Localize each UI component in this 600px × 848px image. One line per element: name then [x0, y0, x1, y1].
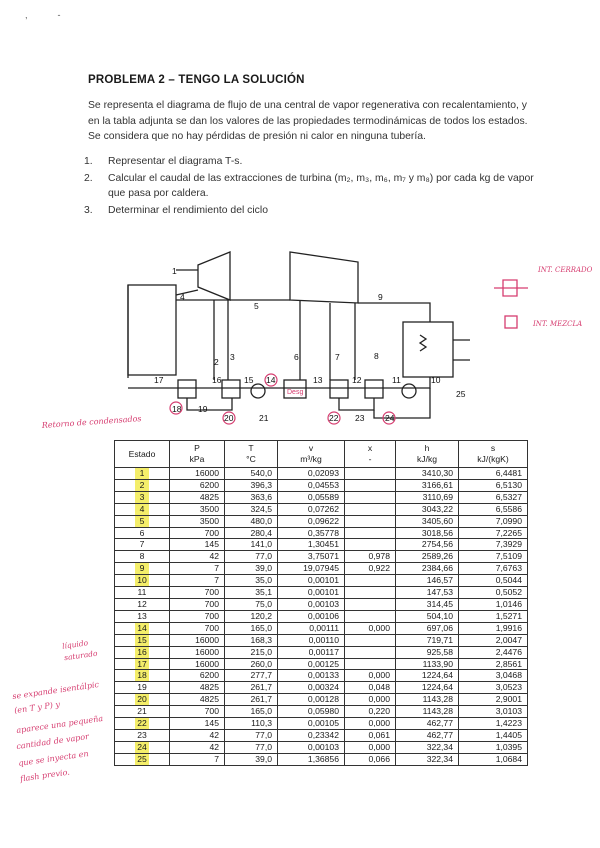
state-label: 4 — [180, 292, 185, 302]
cell-v: 0,05589 — [278, 491, 345, 503]
table-row — [115, 575, 528, 587]
state-numbers — [154, 266, 466, 423]
table-row — [115, 563, 528, 575]
table-row — [115, 634, 528, 646]
state-label: 16 — [212, 375, 222, 385]
cell-x: 0,000 — [345, 718, 396, 730]
side-note-line: líquido — [61, 638, 89, 651]
cell-p: 145 — [170, 539, 225, 551]
cell-x: 0,000 — [345, 741, 396, 753]
closed-heater — [365, 380, 383, 398]
cell-t: 363,6 — [225, 491, 278, 503]
cell-s: 6,4481 — [459, 468, 528, 480]
cell-h: 3410,30 — [396, 468, 459, 480]
cell-p: 6200 — [170, 479, 225, 491]
cell-x — [345, 468, 396, 480]
cell-v: 0,09622 — [278, 515, 345, 527]
cell-x — [345, 646, 396, 658]
cell-v: 0,05980 — [278, 706, 345, 718]
cell-v: 0,00106 — [278, 610, 345, 622]
cell-p: 700 — [170, 598, 225, 610]
cell-h: 2384,66 — [396, 563, 459, 575]
side-note-line: aparece una pequeña — [15, 713, 104, 736]
cell-h: 462,77 — [396, 718, 459, 730]
cell-state: 10 — [115, 575, 170, 587]
state-label: 14 — [266, 375, 276, 385]
table-row — [115, 729, 528, 741]
cell-t: 110,3 — [225, 718, 278, 730]
cell-v: 0,00105 — [278, 718, 345, 730]
cell-h: 1224,64 — [396, 670, 459, 682]
cell-v: 0,00101 — [278, 575, 345, 587]
cell-v: 0,00103 — [278, 598, 345, 610]
cell-x: 0,220 — [345, 706, 396, 718]
cell-p: 4825 — [170, 491, 225, 503]
state-label: 10 — [431, 375, 441, 385]
cell-state: 11 — [115, 587, 170, 599]
cell-h: 3110,69 — [396, 491, 459, 503]
state-label: 7 — [335, 352, 340, 362]
task-number: 1. — [84, 156, 93, 167]
closed-heater — [178, 380, 196, 398]
cell-x: 0,922 — [345, 563, 396, 575]
state-label: 5 — [254, 301, 259, 311]
state-label: 12 — [352, 375, 362, 385]
cell-t: 396,3 — [225, 479, 278, 491]
cell-s: 7,2265 — [459, 527, 528, 539]
table-row — [115, 646, 528, 658]
header-quality: x - — [345, 441, 396, 468]
state-label: 23 — [355, 413, 365, 423]
cell-t: 215,0 — [225, 646, 278, 658]
cell-t: 77,0 — [225, 551, 278, 563]
cell-h: 1133,90 — [396, 658, 459, 670]
piping — [128, 252, 528, 418]
header-state: Estado — [115, 441, 170, 468]
cell-state: 20 — [115, 694, 170, 706]
boiler — [128, 285, 176, 375]
task-text: Calcular el caudal de las extracciones de turbina (m₂, m₃, m₆, m₇ y m₈) por cada kg de vapor que pasa por caldera. — [108, 172, 534, 199]
cell-x: 0,000 — [345, 694, 396, 706]
cell-x: 0,000 — [345, 670, 396, 682]
state-label: 11 — [392, 375, 401, 385]
cell-p: 700 — [170, 706, 225, 718]
cell-h: 504,10 — [396, 610, 459, 622]
state-label: 3 — [230, 352, 235, 362]
side-note-line: que se inyecta en — [17, 749, 90, 768]
cell-t: 120,2 — [225, 610, 278, 622]
cell-p: 7 — [170, 563, 225, 575]
table-body — [115, 468, 528, 766]
table-row — [115, 468, 528, 480]
cell-v: 1,30451 — [278, 539, 345, 551]
cell-p: 7 — [170, 753, 225, 765]
table-row — [115, 551, 528, 563]
header-pressure: P kPa — [170, 441, 225, 468]
cell-t: 168,3 — [225, 634, 278, 646]
state-label: 20 — [224, 413, 234, 423]
problem-statement: Se representa el diagrama de flujo de una central de vapor regenerativa con recalentamiento, y en la tabla adjunta se dan los valores de las propiedades termodinámicas de todos los estados. Se considera que no hay pérdidas de presión ni calor en ninguna tubería. — [88, 100, 528, 142]
cell-state: 13 — [115, 610, 170, 622]
state-label: 21 — [259, 413, 269, 423]
table-header-row — [115, 441, 528, 468]
cell-t: 39,0 — [225, 563, 278, 575]
task-number: 3. — [84, 204, 93, 216]
cell-state: 16 — [115, 646, 170, 658]
cell-s: 3,0523 — [459, 682, 528, 694]
cell-s: 1,0684 — [459, 753, 528, 765]
cell-t: 165,0 — [225, 706, 278, 718]
state-label: 19 — [198, 404, 208, 414]
cell-x: 0,066 — [345, 753, 396, 765]
cell-p: 16000 — [170, 646, 225, 658]
cell-h: 3405,60 — [396, 515, 459, 527]
cell-h: 314,45 — [396, 598, 459, 610]
cell-p: 7 — [170, 575, 225, 587]
cell-t: 35,1 — [225, 587, 278, 599]
cell-v: 0,07262 — [278, 503, 345, 515]
cell-t: 260,0 — [225, 658, 278, 670]
cell-h: 697,06 — [396, 622, 459, 634]
cell-v: 0,00324 — [278, 682, 345, 694]
cell-x — [345, 658, 396, 670]
table-row — [115, 670, 528, 682]
state-label: 13 — [313, 375, 323, 385]
table-row — [115, 527, 528, 539]
cell-p: 700 — [170, 527, 225, 539]
cell-x: 0,000 — [345, 622, 396, 634]
cell-p: 145 — [170, 718, 225, 730]
cell-s: 3,0468 — [459, 670, 528, 682]
header-entropy: s kJ/(kgK) — [459, 441, 528, 468]
problem-title: PROBLEMA 2 – TENGO LA SOLUCIÓN — [88, 74, 305, 86]
cell-s: 1,4405 — [459, 729, 528, 741]
cell-s: 2,4476 — [459, 646, 528, 658]
table-row — [115, 503, 528, 515]
table-row — [115, 610, 528, 622]
cell-state: 3 — [115, 491, 170, 503]
cell-x — [345, 527, 396, 539]
cell-state: 6 — [115, 527, 170, 539]
cell-state: 17 — [115, 658, 170, 670]
cell-x: 0,978 — [345, 551, 396, 563]
cell-h: 322,34 — [396, 753, 459, 765]
cell-state: 14 — [115, 622, 170, 634]
cell-h: 3018,56 — [396, 527, 459, 539]
state-label: 8 — [374, 351, 379, 361]
side-note-line: se expande isentálpic — [11, 679, 100, 702]
cell-state: 8 — [115, 551, 170, 563]
cell-x — [345, 503, 396, 515]
cell-v: 0,04553 — [278, 479, 345, 491]
cell-s: 1,9916 — [459, 622, 528, 634]
cell-p: 16000 — [170, 468, 225, 480]
cell-t: 75,0 — [225, 598, 278, 610]
cell-t: 141,0 — [225, 539, 278, 551]
cell-s: 1,0395 — [459, 741, 528, 753]
state-label: 25 — [456, 389, 466, 399]
cell-h: 3166,61 — [396, 479, 459, 491]
cell-v: 0,00111 — [278, 622, 345, 634]
cell-h: 2589,26 — [396, 551, 459, 563]
cell-state: 1 — [115, 468, 170, 480]
cell-s: 7,3929 — [459, 539, 528, 551]
cell-s: 7,0990 — [459, 515, 528, 527]
cell-state: 18 — [115, 670, 170, 682]
cell-p: 6200 — [170, 670, 225, 682]
side-note-line: saturado — [63, 648, 99, 663]
table-row — [115, 706, 528, 718]
state-label: 9 — [378, 292, 383, 302]
cell-state: 19 — [115, 682, 170, 694]
cell-h: 322,34 — [396, 741, 459, 753]
cell-t: 280,4 — [225, 527, 278, 539]
cell-s: 6,5327 — [459, 491, 528, 503]
cell-v: 0,00117 — [278, 646, 345, 658]
cell-h: 719,71 — [396, 634, 459, 646]
cell-p: 3500 — [170, 515, 225, 527]
cell-x — [345, 479, 396, 491]
table-row — [115, 491, 528, 503]
cell-state: 15 — [115, 634, 170, 646]
lp-turbine — [290, 252, 358, 303]
table-row — [115, 539, 528, 551]
cell-state: 2 — [115, 479, 170, 491]
cell-t: 77,0 — [225, 741, 278, 753]
state-label: 17 — [154, 375, 164, 385]
cell-x — [345, 575, 396, 587]
cell-h: 925,58 — [396, 646, 459, 658]
cell-t: 480,0 — [225, 515, 278, 527]
task-number: 2. — [84, 172, 93, 184]
cell-s: 2,8561 — [459, 658, 528, 670]
cell-s: 2,0047 — [459, 634, 528, 646]
cell-h: 2754,56 — [396, 539, 459, 551]
side-note-line: flash previo. — [19, 767, 71, 784]
pump — [402, 384, 416, 398]
hp-turbine — [198, 252, 230, 300]
cell-x: 0,048 — [345, 682, 396, 694]
cell-state: 21 — [115, 706, 170, 718]
state-label: 15 — [244, 375, 254, 385]
cell-v: 0,00103 — [278, 741, 345, 753]
cell-p: 3500 — [170, 503, 225, 515]
cell-h: 3043,22 — [396, 503, 459, 515]
cell-v: 0,02093 — [278, 468, 345, 480]
table-row — [115, 587, 528, 599]
table-row — [115, 718, 528, 730]
state-label: 2 — [214, 357, 219, 367]
cell-h: 146,57 — [396, 575, 459, 587]
cell-p: 700 — [170, 587, 225, 599]
cell-x — [345, 598, 396, 610]
cell-v: 0,00128 — [278, 694, 345, 706]
cell-t: 35,0 — [225, 575, 278, 587]
header-volume: v m³/kg — [278, 441, 345, 468]
page-mark: , — [25, 10, 58, 20]
cell-p: 4825 — [170, 682, 225, 694]
cell-p: 42 — [170, 551, 225, 563]
table-row — [115, 598, 528, 610]
state-label: 1 — [172, 266, 177, 276]
cell-p: 700 — [170, 622, 225, 634]
cell-h: 462,77 — [396, 729, 459, 741]
table-row — [115, 622, 528, 634]
cell-v: 0,23342 — [278, 729, 345, 741]
cell-x — [345, 515, 396, 527]
task-text: Representar el diagrama T-s. — [108, 156, 243, 167]
cell-x: 0,061 — [345, 729, 396, 741]
cell-t: 261,7 — [225, 694, 278, 706]
cell-t: 277,7 — [225, 670, 278, 682]
cell-v: 0,00125 — [278, 658, 345, 670]
closed-heater — [222, 380, 240, 398]
cell-t: 540,0 — [225, 468, 278, 480]
cell-t: 165,0 — [225, 622, 278, 634]
task-text: Determinar el rendimiento del ciclo — [108, 204, 268, 216]
cell-v: 0,35778 — [278, 527, 345, 539]
cell-v: 0,00101 — [278, 587, 345, 599]
cell-p: 16000 — [170, 634, 225, 646]
cell-state: 24 — [115, 741, 170, 753]
cell-state: 25 — [115, 753, 170, 765]
condensate-note: Retorno de condensados — [41, 414, 142, 430]
state-label: 22 — [329, 413, 339, 423]
cell-state: 5 — [115, 515, 170, 527]
cell-state: 9 — [115, 563, 170, 575]
cell-s: 1,4223 — [459, 718, 528, 730]
cell-state: 23 — [115, 729, 170, 741]
cell-x — [345, 634, 396, 646]
state-label: 24 — [385, 413, 395, 423]
table-row — [115, 682, 528, 694]
cell-x — [345, 539, 396, 551]
cell-p: 4825 — [170, 694, 225, 706]
side-note-line: (en T y P) y — [13, 699, 61, 716]
table-row — [115, 479, 528, 491]
table-row — [115, 741, 528, 753]
pump — [251, 384, 265, 398]
side-note-line: cantidad de vapor — [15, 731, 90, 752]
table-row — [115, 515, 528, 527]
cell-h: 1143,28 — [396, 694, 459, 706]
cell-s: 7,5109 — [459, 551, 528, 563]
cell-h: 1224,64 — [396, 682, 459, 694]
state-label: 18 — [172, 404, 182, 414]
cell-p: 16000 — [170, 658, 225, 670]
cell-state: 12 — [115, 598, 170, 610]
cell-s: 1,5271 — [459, 610, 528, 622]
header-enthalpy: h kJ/kg — [396, 441, 459, 468]
cell-v: 3,75071 — [278, 551, 345, 563]
cell-s: 7,6763 — [459, 563, 528, 575]
cell-p: 42 — [170, 729, 225, 741]
closed-heater — [330, 380, 348, 398]
page-mark: - — [57, 10, 91, 20]
cell-s: 1,0146 — [459, 598, 528, 610]
legend-open-label: INT. MEZCLA — [533, 320, 583, 328]
table-row — [115, 694, 528, 706]
state-label: 6 — [294, 352, 299, 362]
cell-v: 19,07945 — [278, 563, 345, 575]
cell-p: 700 — [170, 610, 225, 622]
cell-s: 0,5044 — [459, 575, 528, 587]
cell-t: 324,5 — [225, 503, 278, 515]
cell-x — [345, 491, 396, 503]
cell-h: 147,53 — [396, 587, 459, 599]
cell-p: 42 — [170, 741, 225, 753]
cell-x — [345, 587, 396, 599]
deaerator-label: Desg — [287, 389, 304, 396]
cell-state: 22 — [115, 718, 170, 730]
cell-s: 3,0103 — [459, 706, 528, 718]
cell-t: 77,0 — [225, 729, 278, 741]
cell-v: 1,36856 — [278, 753, 345, 765]
cell-state: 4 — [115, 503, 170, 515]
header-temperature: T °C — [225, 441, 278, 468]
cell-h: 1143,28 — [396, 706, 459, 718]
cell-state: 7 — [115, 539, 170, 551]
legend-closed-label: INT. CERRADO — [538, 266, 593, 274]
condenser — [403, 322, 453, 377]
cell-v: 0,00133 — [278, 670, 345, 682]
properties-table — [114, 440, 528, 766]
cell-s: 0,5052 — [459, 587, 528, 599]
cell-s: 6,5130 — [459, 479, 528, 491]
cell-t: 261,7 — [225, 682, 278, 694]
table-row — [115, 658, 528, 670]
cell-v: 0,00110 — [278, 634, 345, 646]
cell-s: 6,5586 — [459, 503, 528, 515]
cell-s: 2,9001 — [459, 694, 528, 706]
cell-x — [345, 610, 396, 622]
cell-t: 39,0 — [225, 753, 278, 765]
table-row — [115, 753, 528, 765]
